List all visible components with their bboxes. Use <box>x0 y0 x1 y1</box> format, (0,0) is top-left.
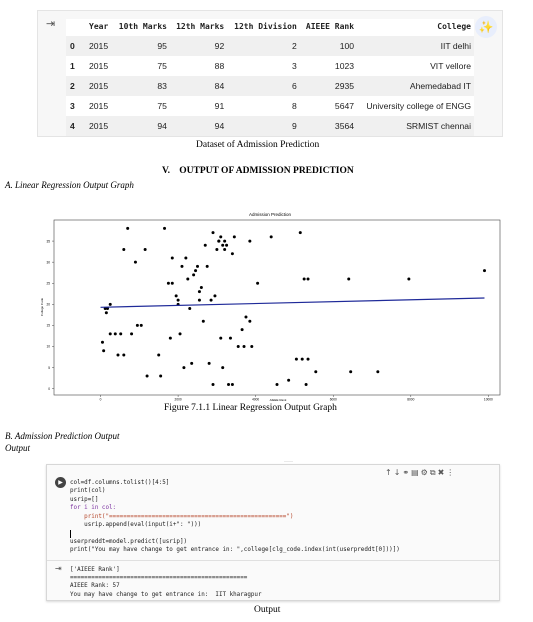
data-point <box>126 227 129 230</box>
data-point <box>208 362 211 365</box>
section-heading: OUTPUT OF ADMISSION PREDICTION <box>179 166 354 176</box>
data-point <box>231 383 234 386</box>
data-point <box>407 278 410 281</box>
table-row <box>66 96 474 116</box>
data-point <box>167 282 170 285</box>
code-line: col=df.columns.tolist()[4:5] <box>70 480 170 486</box>
data-point <box>229 337 232 340</box>
cell-year: 2015 <box>86 116 113 136</box>
cell-college: VIT vellore <box>430 61 471 71</box>
data-point <box>307 278 310 281</box>
code-line: usrip.append(eval(input(i+": "))) <box>70 522 202 529</box>
data-point <box>196 265 199 268</box>
data-point <box>144 248 147 251</box>
column-header-college: College <box>437 22 471 31</box>
x-tick-label: 4000 <box>252 397 260 402</box>
table-row <box>66 36 474 56</box>
x-tick-label: 10000 <box>483 397 493 402</box>
data-point <box>215 248 218 251</box>
code-line <box>70 529 400 537</box>
data-point <box>105 311 108 314</box>
data-point <box>212 383 215 386</box>
data-point <box>248 240 251 243</box>
data-point <box>243 345 246 348</box>
mirror-cell-icon[interactable]: ⧉ <box>429 468 438 477</box>
data-point <box>101 341 104 344</box>
cell-college: Ahemedabad IT <box>357 76 474 96</box>
y-tick-label: 10 <box>46 344 50 349</box>
data-point <box>175 294 178 297</box>
code-line: print("==================================================") <box>70 513 294 520</box>
x-tick-label: 8000 <box>407 397 415 402</box>
output-caption: Output <box>254 605 281 615</box>
cell-year: 2015 <box>89 61 109 71</box>
data-point <box>219 337 222 340</box>
data-point <box>134 261 137 264</box>
data-point <box>169 337 172 340</box>
data-point <box>146 375 149 378</box>
column-header-year: Year <box>89 22 109 31</box>
table-row <box>66 56 474 76</box>
data-point <box>171 282 174 285</box>
cell-12th-division: 2 <box>227 36 300 56</box>
y-tick-label: 20 <box>46 302 50 307</box>
comment-icon[interactable]: ▤ <box>411 468 421 477</box>
y-tick-label: 35 <box>46 239 50 244</box>
cell-10th-marks: 94 <box>113 116 170 136</box>
cell-aieee-rank: 100 <box>300 36 357 56</box>
data-point <box>314 370 317 373</box>
data-point <box>213 294 216 297</box>
data-point <box>198 290 201 293</box>
cell-12th-marks: 91 <box>214 101 225 111</box>
data-point <box>182 366 185 369</box>
data-point <box>206 265 209 268</box>
cell-12th-marks: 84 <box>170 76 227 96</box>
code-editor[interactable] <box>70 479 400 555</box>
output-line: AIEEE Rank: 57 <box>70 583 120 590</box>
dataset-caption: Dataset of Admission Prediction <box>196 140 320 150</box>
cell-toolbar <box>385 468 456 478</box>
output-divider <box>47 560 499 561</box>
data-point <box>163 227 166 230</box>
subsection-b-heading: B. Admission Prediction Output <box>5 431 120 441</box>
cell-output <box>70 566 262 599</box>
cell-index: 2 <box>66 76 86 96</box>
cell-10th-marks: 95 <box>113 36 170 56</box>
move-up-icon[interactable]: ↑ <box>385 468 394 477</box>
cell-12th-marks: 94 <box>170 116 227 136</box>
data-point <box>140 324 143 327</box>
data-point <box>194 269 197 272</box>
table-row <box>66 76 474 96</box>
column-header-10th-marks: 10th Marks <box>118 22 167 31</box>
column-header-12th-marks: 12th Marks <box>176 22 225 31</box>
data-point <box>347 278 350 281</box>
cell-12th-division: 8 <box>292 101 297 111</box>
data-point <box>237 345 240 348</box>
chart-title: Admission Prediction <box>248 212 292 217</box>
delete-icon[interactable]: ✖ <box>437 468 447 477</box>
data-point <box>307 358 310 361</box>
code-line: print(col) <box>70 488 106 495</box>
cell-12th-marks: 92 <box>170 36 227 56</box>
data-point <box>305 383 308 386</box>
data-point <box>202 320 205 323</box>
cell-12th-division: 6 <box>227 76 300 96</box>
data-point <box>276 383 279 386</box>
data-point <box>171 256 174 259</box>
section-number: V. <box>162 166 171 176</box>
data-point <box>204 244 207 247</box>
cell-12th-division: 3 <box>292 61 297 71</box>
subsection-a-heading: A. Linear Regression Output Graph <box>5 180 134 190</box>
y-tick-label: 15 <box>46 323 50 328</box>
magic-wand-button[interactable] <box>475 16 497 38</box>
output-arrow-icon: ⇥ <box>55 564 62 573</box>
data-point <box>270 235 273 238</box>
settings-icon[interactable]: ⚙ <box>420 468 430 477</box>
subsection-b-heading-continued: Output <box>5 443 31 453</box>
data-point <box>179 332 182 335</box>
data-point <box>295 358 298 361</box>
cell-college: SRMIST chennai <box>357 116 474 136</box>
data-point <box>157 353 160 356</box>
data-point <box>180 265 183 268</box>
data-point <box>116 353 119 356</box>
data-point <box>221 244 224 247</box>
data-point <box>349 370 352 373</box>
cell-12th-division: 9 <box>227 116 300 136</box>
cell-year: 2015 <box>89 101 109 111</box>
cell-college: IIT delhi <box>357 36 474 56</box>
x-axis-label: AIEEE Rank <box>269 398 287 402</box>
text-cursor <box>70 530 71 538</box>
cell-aieee-rank: 1023 <box>334 61 355 71</box>
data-point <box>114 332 117 335</box>
move-down-icon[interactable]: ↓ <box>393 468 403 477</box>
data-point <box>109 303 112 306</box>
data-point <box>192 273 195 276</box>
output-line: ================================================== <box>70 575 248 582</box>
data-point <box>250 345 253 348</box>
data-point <box>483 269 486 272</box>
link-icon[interactable]: ⚭ <box>402 468 412 477</box>
play-icon: ▶ <box>58 479 63 486</box>
data-point <box>198 299 201 302</box>
data-point <box>188 307 191 310</box>
data-point <box>177 299 180 302</box>
data-point <box>225 244 228 247</box>
x-tick-label: 2000 <box>174 397 182 402</box>
linear-regression-chart <box>38 210 503 403</box>
data-point <box>303 278 306 281</box>
data-point <box>221 366 224 369</box>
cell-10th-marks: 75 <box>157 101 167 111</box>
x-axis-ticks <box>100 395 493 402</box>
data-point <box>186 278 189 281</box>
data-point <box>233 235 236 238</box>
data-point <box>200 286 203 289</box>
more-options-icon[interactable]: ⋮ <box>446 468 457 477</box>
data-point <box>231 252 234 255</box>
x-tick-label: 6000 <box>329 397 337 402</box>
magic-wand-icon: ✨ <box>478 20 494 34</box>
cell-year: 2015 <box>86 76 113 96</box>
data-point <box>130 332 133 335</box>
column-header-aieee-rank: AIEEE Rank <box>305 22 355 31</box>
code-line: userpreddt=model.predict([usrip]) <box>70 538 188 545</box>
y-axis-label: College Code <box>40 297 44 317</box>
data-point <box>210 299 213 302</box>
data-point <box>184 256 187 259</box>
table-row <box>66 116 474 136</box>
data-point <box>122 248 125 251</box>
x-tick-label: 0 <box>99 397 102 402</box>
output-line: ['AIEEE Rank'] <box>70 567 120 573</box>
cell-index: 1 <box>70 61 75 71</box>
data-point <box>159 375 162 378</box>
cell-10th-marks: 75 <box>157 61 167 71</box>
data-point <box>244 315 247 318</box>
cell-year: 2015 <box>86 36 113 56</box>
data-point <box>256 282 259 285</box>
code-line: for i in col: <box>70 505 117 512</box>
code-line: print("You may have change to get entrance in: ",college[clg_code.index(int(userpreddt[0]))]) <box>70 547 400 554</box>
cell-index: 3 <box>70 101 75 111</box>
plot-frame <box>54 220 500 395</box>
data-point <box>301 358 304 361</box>
data-point <box>119 332 122 335</box>
data-point <box>219 235 222 238</box>
data-point <box>136 324 139 327</box>
data-point <box>227 383 230 386</box>
data-point <box>241 328 244 331</box>
data-point <box>109 332 112 335</box>
data-point <box>190 362 193 365</box>
column-header-12th-division: 12th Division <box>234 22 297 31</box>
data-point <box>122 353 125 356</box>
dataset-table <box>66 19 474 136</box>
cell-10th-marks: 83 <box>113 76 170 96</box>
cell-index: 0 <box>66 36 86 56</box>
data-point <box>217 240 220 243</box>
figure-caption: Figure 7.1.1 Linear Regression Output Graph <box>164 403 337 413</box>
y-tick-label: 0 <box>48 386 50 391</box>
regression-line <box>101 298 485 307</box>
cell-12th-marks: 88 <box>214 61 225 71</box>
table-header-row <box>66 19 474 36</box>
data-point <box>248 320 251 323</box>
output-line: You may have change to get entrance in: IIT kharagpur <box>70 591 262 598</box>
cell-index: 4 <box>66 116 86 136</box>
data-point <box>299 231 302 234</box>
output-arrow-icon: ⇥ <box>46 17 56 30</box>
run-cell-button[interactable] <box>55 477 66 488</box>
y-tick-label: 5 <box>48 365 50 370</box>
data-point <box>376 370 379 373</box>
column-header-index <box>66 19 86 36</box>
cell-college: University college of ENGG <box>366 101 471 111</box>
data-point <box>102 349 105 352</box>
y-tick-label: 25 <box>46 281 50 286</box>
y-axis-ticks <box>46 239 54 391</box>
cell-drag-handle[interactable]: ――― <box>284 459 293 463</box>
cell-aieee-rank: 2935 <box>300 76 357 96</box>
y-tick-label: 30 <box>46 260 50 265</box>
data-point <box>223 240 226 243</box>
cell-aieee-rank: 5647 <box>334 101 355 111</box>
data-point <box>287 379 290 382</box>
dataframe-output-panel <box>37 10 503 137</box>
data-point <box>212 231 215 234</box>
code-line: usrip=[] <box>70 496 99 503</box>
data-point <box>223 248 226 251</box>
cell-aieee-rank: 3564 <box>300 116 357 136</box>
